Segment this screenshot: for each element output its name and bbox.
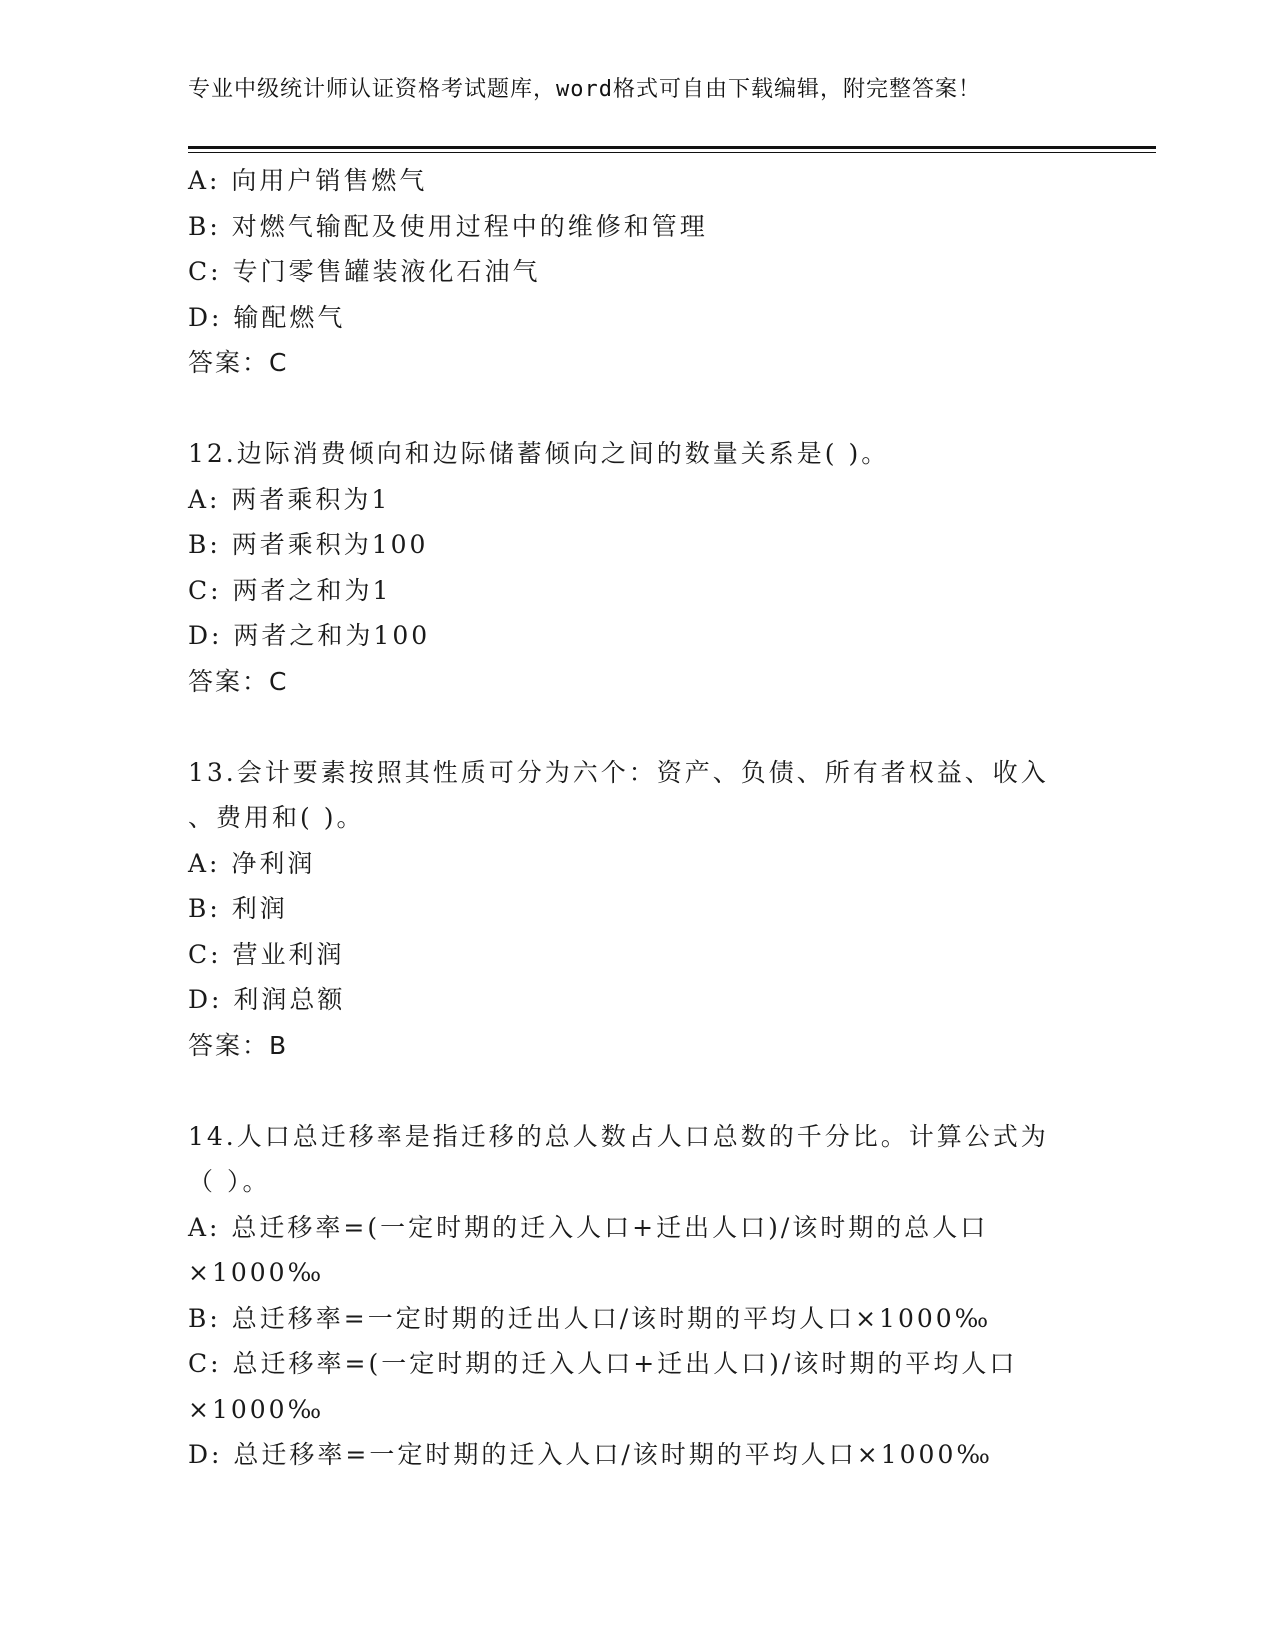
option-c-continued: ×1000‰ — [188, 1394, 325, 1424]
option-a: A: 两者乘积为1 — [188, 484, 391, 514]
question-text: 14.人口总迁移率是指迁移的总人数占人口总数的千分比。计算公式为 — [188, 1121, 1049, 1151]
question-13 — [188, 750, 1088, 1069]
option-d: D: 输配燃气 — [188, 302, 346, 332]
option-b: B: 两者乘积为100 — [188, 530, 429, 559]
answer-line: 答案：C — [188, 348, 289, 377]
question-text-continued: （ ）。 — [188, 1167, 271, 1196]
option-a: A: 净利润 — [188, 848, 316, 878]
question-text: 12.边际消费倾向和边际储蓄倾向之间的数量关系是( )。 — [188, 439, 890, 468]
question-content — [188, 158, 1088, 1478]
question-text-continued: 、费用和( )。 — [188, 803, 365, 832]
question-text: 13.会计要素按照其性质可分为六个：资产、负债、所有者权益、收入 — [188, 757, 1049, 787]
option-d: D: 两者之和为100 — [188, 621, 431, 650]
option-a: A: 总迁移率=(一定时期的迁入人口+迁出人口)/该时期的总人口 — [188, 1212, 989, 1242]
spacer — [188, 704, 1088, 750]
page-header: 专业中级统计师认证资格考试题库，word格式可自由下载编辑，附完整答案！ — [188, 77, 981, 102]
option-b: B: 总迁移率=一定时期的迁出人口/该时期的平均人口×1000‰ — [188, 1303, 992, 1333]
option-a-continued: ×1000‰ — [188, 1258, 325, 1287]
option-b: B: 对燃气输配及使用过程中的维修和管理 — [188, 211, 708, 241]
answer-line: 答案：C — [188, 666, 289, 696]
option-a: A: 向用户销售燃气 — [188, 166, 428, 195]
answer-line: 答案：B — [188, 1030, 289, 1060]
option-d: D: 利润总额 — [188, 985, 346, 1014]
option-c: C: 营业利润 — [188, 939, 345, 969]
header-rule-thin — [188, 152, 1156, 153]
option-d: D: 总迁移率=一定时期的迁入人口/该时期的平均人口×1000‰ — [188, 1440, 993, 1469]
question-11-continuation — [188, 158, 1088, 386]
header-rule-thick — [188, 146, 1156, 149]
spacer — [188, 1068, 1088, 1114]
spacer — [188, 386, 1088, 432]
option-c: C: 总迁移率=(一定时期的迁入人口+迁出人口)/该时期的平均人口 — [188, 1349, 1018, 1378]
option-c: C: 两者之和为1 — [188, 575, 392, 605]
option-b: B: 利润 — [188, 894, 288, 923]
question-14 — [188, 1114, 1088, 1478]
option-c: C: 专门零售罐装液化石油气 — [188, 257, 541, 286]
question-12 — [188, 431, 1088, 704]
